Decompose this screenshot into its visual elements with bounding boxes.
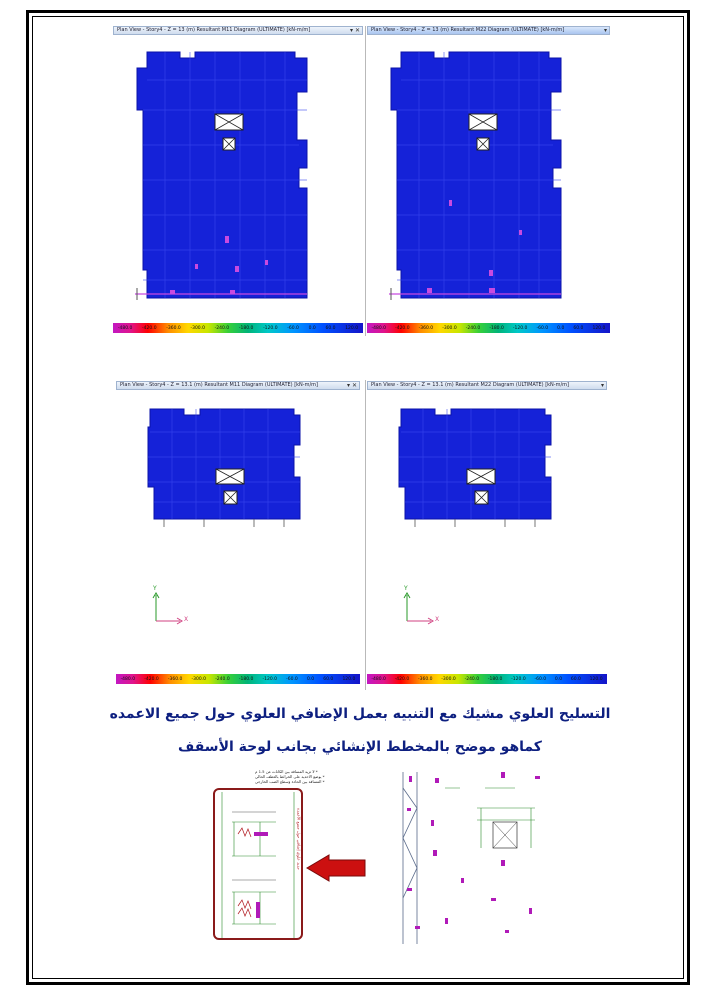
legend-tick: 60.0: [573, 325, 584, 331]
legend-tick: 120.0: [592, 325, 606, 331]
pointer-arrow: [305, 853, 367, 883]
window-controls[interactable]: ▾ ✕: [347, 382, 357, 389]
legend-tick: 0.0: [557, 325, 565, 331]
legend-tick: -420.0: [395, 325, 410, 331]
legend-tick: 60.0: [325, 325, 336, 331]
slab-contour-plot: [389, 50, 569, 312]
axis-y-label: Y: [153, 585, 157, 592]
legend-tick: -240.0: [214, 325, 230, 331]
panel-title: Plan View - Story4 - Z = 13 (m) Resultant M11 Diagram (ULTIMATE) [kN-m/m]: [117, 27, 311, 33]
panel-title-bar[interactable]: [367, 381, 607, 390]
legend-tick: -60.0: [534, 676, 547, 682]
legend-tick: -120.0: [262, 676, 278, 682]
panel-title-bar[interactable]: [367, 26, 610, 35]
column-reinforcement-sketch: [216, 792, 300, 938]
legend-tick: -420.0: [142, 325, 157, 331]
plan-view-panel-m22-top[interactable]: [367, 26, 610, 336]
legend-tick: 0.0: [306, 676, 315, 682]
moment-color-legend: [367, 674, 607, 684]
note-line: * لا تزيد المسافة بين الكانات عن 1.5 م: [255, 769, 318, 774]
legend-tick: -420.0: [394, 676, 410, 682]
legend-tick: -120.0: [511, 676, 526, 682]
structural-note-excerpt: [200, 768, 325, 943]
side-note-label: حديد علوي إضافي حول جميع الأعمدة: [296, 808, 302, 870]
axis-y-label: Y: [404, 585, 408, 592]
legend-tick: 60.0: [570, 676, 581, 682]
window-controls[interactable]: ▾: [600, 382, 604, 389]
legend-tick: -360.0: [418, 325, 434, 331]
legend-tick: -300.0: [190, 325, 205, 331]
moment-color-legend: [116, 674, 360, 684]
caption-line-2: كماهو موضح بالمخطط الإنشائي بجانب لوحة الأسقف: [178, 739, 542, 755]
legend-tick: -300.0: [191, 676, 207, 682]
plan-view-panel-m11-bottom[interactable]: [116, 381, 360, 687]
moment-color-legend: [113, 323, 363, 333]
legend-tick: -420.0: [144, 676, 159, 682]
note-line: * المسافة بين الحادة وسطح الصب الخارجي: [255, 779, 325, 784]
legend-tick: -480.0: [120, 676, 136, 682]
panel-title-bar[interactable]: [116, 381, 360, 390]
legend-tick: -60.0: [287, 325, 299, 331]
legend-tick: -180.0: [487, 676, 503, 682]
legend-tick: -300.0: [442, 325, 457, 331]
legend-tick: 120.0: [589, 676, 603, 682]
window-controls[interactable]: ▾: [603, 27, 607, 34]
legend-tick: 60.0: [323, 676, 334, 682]
axis-x-label: X: [184, 616, 189, 623]
legend-tick: 120.0: [345, 325, 359, 331]
legend-tick: -180.0: [238, 325, 254, 331]
caption-line-1: التسليح العلوي مشيك مع التنبيه بعمل الإضافي العلوي حول جميع الاعمده: [109, 706, 611, 722]
legend-tick: 0.0: [308, 325, 316, 331]
panel-title: Plan View - Story4 - Z = 13.1 (m) Resultant M11 Diagram (ULTIMATE) [kN-m/m]: [120, 382, 318, 388]
legend-tick: -480.0: [117, 325, 133, 331]
panel-title-bar[interactable]: [113, 26, 363, 35]
pane-divider-bottom: [365, 380, 366, 690]
legend-tick: -360.0: [166, 325, 181, 331]
slab-contour-plot: [144, 407, 304, 537]
axis-x-label: X: [435, 616, 440, 623]
panel-title: Plan View - Story4 - Z = 13.1 (m) Resultant M22 Diagram (ULTIMATE) [kN-m/m]: [371, 382, 569, 388]
window-controls[interactable]: ▾ ✕: [350, 27, 360, 34]
legend-tick: -180.0: [238, 676, 254, 682]
legend-tick: -240.0: [215, 676, 230, 682]
note-line: * يوضع الاحديد على الخرائط بالعطف الحالي: [255, 774, 325, 779]
legend-tick: -360.0: [417, 676, 433, 682]
legend-tick: -60.0: [536, 325, 549, 331]
structural-plan-excerpt: [385, 768, 550, 946]
moment-color-legend: [367, 323, 610, 333]
panel-title: Plan View - Story4 - Z = 13 (m) Resultant M22 Diagram (ULTIMATE) [kN-m/m]: [371, 27, 565, 33]
plan-view-panel-m22-bottom[interactable]: [367, 381, 607, 687]
legend-tick: 120.0: [342, 676, 356, 682]
plan-view-panel-m11-top[interactable]: [113, 26, 363, 336]
legend-tick: -120.0: [512, 325, 528, 331]
legend-tick: 0.0: [554, 676, 563, 682]
legend-tick: -240.0: [464, 676, 480, 682]
legend-tick: -300.0: [441, 676, 456, 682]
slab-contour-plot: [395, 407, 555, 537]
legend-tick: -120.0: [263, 325, 278, 331]
legend-tick: -480.0: [371, 325, 387, 331]
legend-tick: -360.0: [167, 676, 183, 682]
slab-contour-plot: [135, 50, 315, 312]
xy-axis-indicator: [150, 585, 190, 629]
legend-tick: -180.0: [489, 325, 504, 331]
legend-tick: -480.0: [371, 676, 386, 682]
pane-divider-top: [365, 26, 366, 336]
legend-tick: -240.0: [465, 325, 481, 331]
xy-axis-indicator: [401, 585, 441, 629]
legend-tick: -60.0: [286, 676, 298, 682]
